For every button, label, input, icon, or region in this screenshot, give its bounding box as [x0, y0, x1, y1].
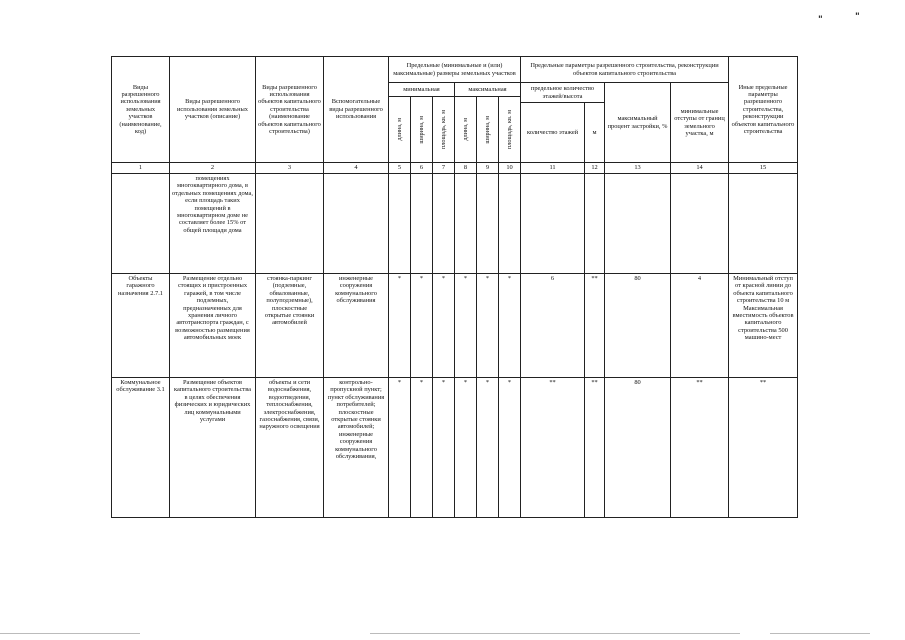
cell-c1: Объекты гаражного назначения 2.7.1 [112, 274, 170, 378]
header-max: максимальная [455, 83, 521, 97]
column-number-7: 7 [433, 163, 455, 174]
cell-c4 [324, 174, 389, 274]
cell-c1 [112, 174, 170, 274]
cell-c1: Коммунальное обслуживание 3.1 [112, 378, 170, 518]
cell-v6: * [411, 274, 433, 378]
cell-c3: стоянка-паркинг (подземные, обвалованные, полуподземные), плоскостные открытые стоянки автомобилей [256, 274, 324, 378]
column-number-8: 8 [455, 163, 477, 174]
cell-v5 [389, 174, 411, 274]
header-min-width: ширина, м [411, 97, 433, 163]
header-height-m: м [585, 103, 605, 163]
cell-c4: контрольно-пропускной пункт; пункт обслуживания потребителей; плоскостные открытые стоянки автомобилей; инженерные сооружения коммунального обслуживания, [324, 378, 389, 518]
header-floors-group: предельное количество этажей/высота [521, 83, 605, 103]
header-min-area: площадь, кв. м [433, 97, 455, 163]
cell-v8: * [455, 274, 477, 378]
cell-c3 [256, 174, 324, 274]
header-c4: Вспомогательные виды разрешенного использования [324, 57, 389, 163]
cell-v14 [671, 174, 729, 274]
column-number-2: 2 [170, 163, 256, 174]
column-number-6: 6 [411, 163, 433, 174]
cell-v7: * [433, 378, 455, 518]
column-number-1: 1 [112, 163, 170, 174]
column-number-4: 4 [324, 163, 389, 174]
cell-v7: * [433, 274, 455, 378]
cell-v8: * [455, 378, 477, 518]
header-max-width: ширина, м [477, 97, 499, 163]
cell-c3: объекты и сети водоснабжения, водоотведения, теплоснабжения, электроснабжения, газоснабжения, связи, наружного освещения [256, 378, 324, 518]
cell-v13: 80 [605, 274, 671, 378]
corner-mark-1: " [818, 15, 823, 25]
cell-v11: 6 [521, 274, 585, 378]
header-min-length: длина, м [389, 97, 411, 163]
cell-v13 [605, 174, 671, 274]
cell-v11 [521, 174, 585, 274]
column-number-11: 11 [521, 163, 585, 174]
column-number-13: 13 [605, 163, 671, 174]
header-land-size-group: Предельные (минимальные и (или) максимальные) размеры земельных участков [389, 57, 521, 83]
cell-v6 [411, 174, 433, 274]
header-c2: Виды разрешенного использования земельных участков (описание) [170, 57, 256, 163]
column-number-3: 3 [256, 163, 324, 174]
cell-c2: помещениях многоквартирного дома, в отдельных помещениях дома, если площадь таких помещений в многоквартирном доме не составляет более 15% от общей площади дома [170, 174, 256, 274]
cell-v9: * [477, 274, 499, 378]
cell-v14: 4 [671, 274, 729, 378]
cell-v12: ** [585, 274, 605, 378]
header-c13: максимальный процент застройки, % [605, 83, 671, 163]
header-c14: минимальные отступы от границ земельного участка, м [671, 83, 729, 163]
cell-c15: ** [729, 378, 798, 518]
table-row [112, 378, 798, 518]
cell-v12 [585, 174, 605, 274]
column-number-12: 12 [585, 163, 605, 174]
header-c1: Виды разрешенного использования земельных участков (наименование, код) [112, 57, 170, 163]
cell-c15 [729, 174, 798, 274]
cell-c2: Размещение отдельно стоящих и пристроенных гаражей, в том числе подземных, предназначенных для хранения личного автотранспорта граждан, с возможностью размещения автомобильных моек [170, 274, 256, 378]
header-c15: Иные предельные параметры разрешенного строительства, реконструкции объектов капитального строительства [729, 57, 798, 163]
cell-v5: * [389, 378, 411, 518]
header-min: минимальная [389, 83, 455, 97]
column-number-9: 9 [477, 163, 499, 174]
cell-c15: Минимальный отступ от красной линии до объекта капитального строительства 10 м Максимальная вместимость объектов капитального строительства 500 машино-мест [729, 274, 798, 378]
scan-edge-right [770, 633, 870, 634]
cell-v13: 80 [605, 378, 671, 518]
cell-v10: * [499, 274, 521, 378]
cell-c2: Размещение объектов капитального строительства в целях обеспечения физических и юридических лиц коммунальными услугами [170, 378, 256, 518]
table-row [112, 274, 798, 378]
column-number-14: 14 [671, 163, 729, 174]
scan-edge-left [0, 633, 140, 634]
cell-v8 [455, 174, 477, 274]
column-number-row [112, 163, 798, 174]
column-number-10: 10 [499, 163, 521, 174]
scan-edge-middle [370, 633, 740, 634]
cell-v9: * [477, 378, 499, 518]
header-floors: количество этажей [521, 103, 585, 163]
cell-v9 [477, 174, 499, 274]
header-c3: Виды разрешенного использования объектов капитального строительства (наименование объектов капитального строительства) [256, 57, 324, 163]
cell-v10 [499, 174, 521, 274]
column-number-5: 5 [389, 163, 411, 174]
header-row-1 [112, 57, 798, 83]
column-number-15: 15 [729, 163, 798, 174]
land-use-regulations-table [111, 56, 798, 518]
cell-v14: ** [671, 378, 729, 518]
header-max-length: длина, м [455, 97, 477, 163]
table-row [112, 174, 798, 274]
cell-v10: * [499, 378, 521, 518]
cell-v12: ** [585, 378, 605, 518]
header-max-area: площадь, кв. м [499, 97, 521, 163]
cell-v5: * [389, 274, 411, 378]
cell-v11: ** [521, 378, 585, 518]
cell-v6: * [411, 378, 433, 518]
corner-mark-2: " [855, 12, 860, 22]
cell-c4: инженерные сооружения коммунального обслуживания [324, 274, 389, 378]
cell-v7 [433, 174, 455, 274]
header-build-params-group: Предельные параметры разрешенного строительства, реконструкции объектов капитального строительства [521, 57, 729, 83]
